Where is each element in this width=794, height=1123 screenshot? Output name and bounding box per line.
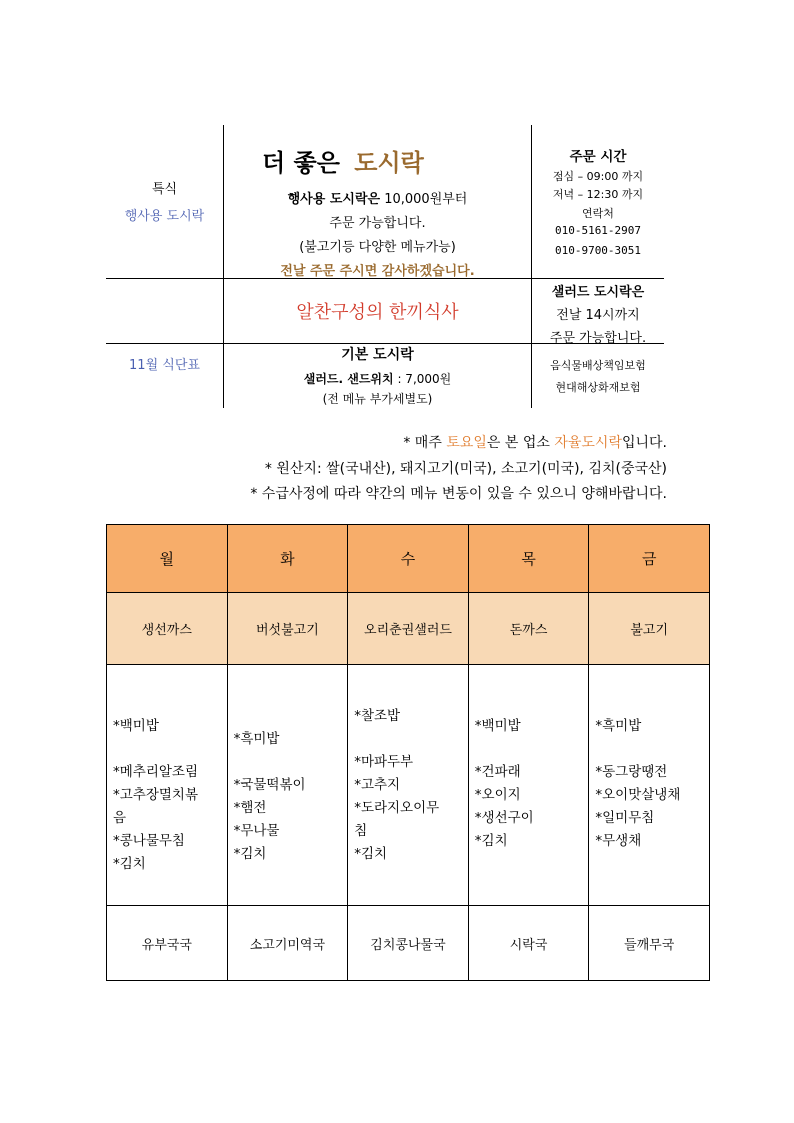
main-dish-mon: 생선까스: [107, 593, 228, 665]
side-dish-item: *도라지오이무: [354, 800, 440, 816]
dinner-deadline: 저녁 – 12:30 까지: [552, 188, 644, 201]
day-fri: 금: [589, 525, 710, 593]
event-price-line: [224, 188, 531, 207]
main-dish-wed: 오리춘권샐러드: [348, 593, 469, 665]
notice-origin: * 원산지: 쌀(국내산), 돼지고기(미국), 소고기(미국), 김치(중국산): [264, 461, 667, 477]
phone-2: 010-9700-3051: [554, 244, 642, 257]
basic-price-line: [224, 370, 531, 387]
side-list-thu: [469, 665, 589, 905]
side-dish-item: *동그랑땡전: [595, 764, 668, 780]
side-dish-item: *김치: [354, 846, 388, 862]
side-dish-row: [107, 665, 710, 906]
side-dish-item: *백미밥: [474, 718, 521, 734]
side-dish-item: *메추리알조림: [113, 764, 198, 780]
salad-order-note: 주문 가능합니다.: [549, 331, 647, 346]
side-dish-item: *백미밥: [113, 718, 159, 734]
side-dish-item: *흑미밥: [233, 731, 280, 747]
event-price-amount: 10,000원부터: [384, 192, 468, 207]
side-cell-fri: [589, 665, 710, 906]
side-dish-item: *무나물: [233, 823, 280, 839]
side-list-fri: [589, 665, 709, 905]
basic-lunchbox-title: 기본 도시락: [341, 347, 414, 363]
soup-thu: 시락국: [468, 906, 589, 981]
side-dish-item: *마파두부: [354, 754, 414, 770]
lunch-deadline: 점심 – 09:00 까지: [552, 170, 644, 183]
menu-variety-line: (불고기등 다양한 메뉴가능): [299, 240, 456, 255]
day-wed: 수: [348, 525, 469, 593]
side-dish-item: *고추장멸치볶: [113, 787, 198, 803]
monthly-menu-label: 11월 식단표: [129, 358, 200, 373]
soup-mon: 유부국국: [107, 906, 228, 981]
side-dish-item: *일미무침: [595, 810, 655, 826]
side-dish-item: *국물떡볶이: [233, 777, 306, 793]
side-dish-item: *오이맛살냉채: [595, 787, 681, 803]
side-dish-item: *김치: [113, 856, 146, 872]
notice-menu-change: * 수급사정에 따라 약간의 메뉴 변동이 있을 수 있으니 양해바랍니다.: [250, 486, 667, 502]
soup-wed: 김치콩나물국: [348, 906, 469, 981]
side-dish-item: 음: [113, 810, 127, 826]
side-dish-item: *김치: [474, 833, 508, 849]
order-thanks-line: 전날 주문 주시면 감사하겠습니다.: [280, 264, 475, 279]
title-part-2: 도시락: [354, 149, 424, 177]
basic-price-items: 샐러드. 샌드위치: [303, 372, 394, 386]
notice-1c: 은 본 업소: [486, 435, 550, 451]
order-hours-title: 주문 시간: [569, 149, 627, 165]
side-list-tue: [228, 665, 348, 905]
day-thu: 목: [468, 525, 589, 593]
side-list-mon: [107, 665, 227, 905]
side-dish-item: *찰조밥: [354, 708, 401, 724]
slogan: 알찬구성의 한끼식사: [296, 302, 459, 323]
soup-tue: 소고기미역국: [227, 906, 348, 981]
day-header-row: [107, 525, 710, 593]
special-label: 특식: [151, 182, 178, 197]
notice-1d: 자율도시락: [554, 435, 622, 451]
basic-price-amount: : 7,000원: [397, 372, 452, 386]
phone-1: 010-5161-2907: [554, 224, 642, 237]
soup-row: [107, 906, 710, 981]
main-dish-fri: 불고기: [589, 593, 710, 665]
side-cell-tue: [227, 665, 348, 906]
side-dish-item: *오이지: [474, 787, 521, 803]
notice-1a: * 매주: [403, 435, 442, 451]
contact-label: 연락처: [582, 207, 614, 220]
side-dish-item: *생선구이: [474, 810, 534, 826]
side-dish-item: *김치: [233, 846, 267, 862]
side-dish-item: 침: [354, 823, 368, 839]
event-price-bold: 행사용 도시락은: [287, 192, 381, 207]
insurance-2: 현대해상화재보험: [555, 381, 641, 394]
main-dish-tue: 버섯불고기: [227, 593, 348, 665]
notice-saturday: [403, 432, 667, 452]
side-cell-wed: [348, 665, 469, 906]
main-title: [262, 143, 424, 178]
notice-1b: 토요일: [446, 435, 487, 451]
weekly-menu-table: [106, 524, 710, 981]
main-dish-thu: 돈까스: [468, 593, 589, 665]
salad-title: 샐러드 도시락은: [551, 285, 645, 300]
notice-1e: 입니다.: [621, 435, 667, 451]
side-cell-mon: [107, 665, 228, 906]
title-part-1: 더 좋은: [262, 149, 340, 177]
main-dish-row: [107, 593, 710, 665]
event-lunchbox-label: 행사용 도시락: [124, 209, 205, 224]
side-dish-item: *무생채: [595, 833, 642, 849]
order-available-line: 주문 가능합니다.: [329, 216, 426, 231]
insurance-1: 음식물배상책임보험: [550, 359, 646, 372]
side-list-wed: [348, 665, 468, 905]
soup-fri: 들깨무국: [589, 906, 710, 981]
side-dish-item: *햄전: [233, 800, 267, 816]
side-cell-thu: [468, 665, 589, 906]
day-tue: 화: [227, 525, 348, 593]
day-mon: 월: [107, 525, 228, 593]
side-dish-item: *콩나물무침: [113, 833, 185, 849]
salad-deadline: 전날 14시까지: [556, 308, 640, 323]
side-dish-item: *고추지: [354, 777, 401, 793]
side-dish-item: *건파래: [474, 764, 521, 780]
vat-note: (전 메뉴 부가세별도): [322, 392, 433, 406]
side-dish-item: *흑미밥: [595, 718, 642, 734]
